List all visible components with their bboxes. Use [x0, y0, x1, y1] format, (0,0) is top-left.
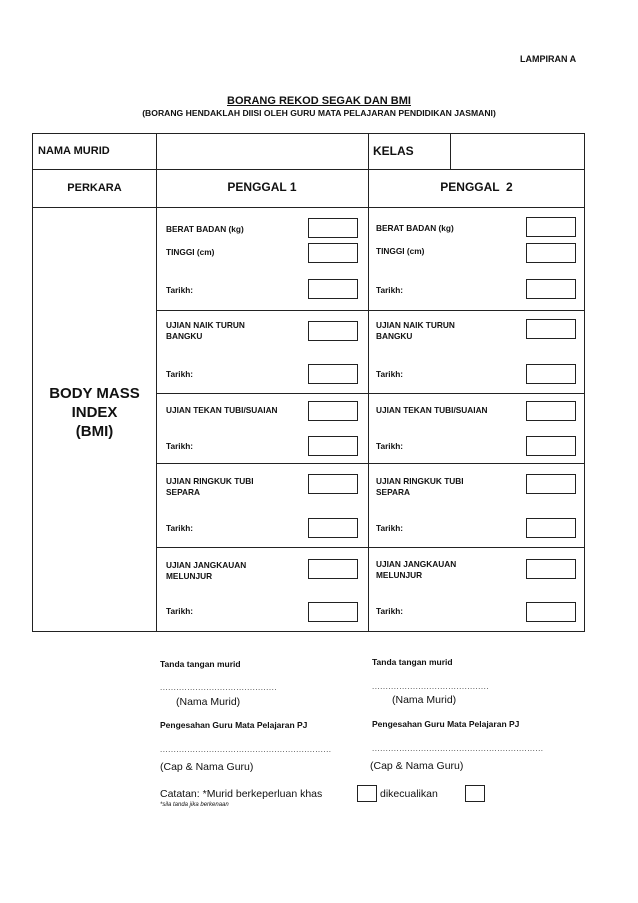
dikecualikan-text: dikecualikan	[380, 788, 438, 800]
p1-jangkauan-input[interactable]	[308, 559, 358, 579]
guru-signature-line-2[interactable]: ...............................................................	[372, 744, 544, 753]
p1-tekan-tubi-label: UJIAN TEKAN TUBI/SUAIAN	[166, 405, 278, 415]
section-divider	[156, 547, 585, 548]
guru-signature-line-1[interactable]: ...............................................................	[160, 745, 332, 754]
p2-tarikh-label: Tarikh:	[376, 285, 404, 295]
label-line: SEPARA	[166, 487, 200, 497]
label-line: UJIAN RINGKUK TUBI	[166, 476, 254, 486]
p1-tarikh-label: Tarikh:	[166, 441, 194, 451]
p1-ringkuk-input[interactable]	[308, 474, 358, 494]
label-line: UJIAN NAIK TURUN	[376, 320, 455, 330]
p1-berat-input[interactable]	[308, 218, 358, 238]
p2-ringkuk-input[interactable]	[526, 474, 576, 494]
pengesahan-label-2: Pengesahan Guru Mata Pelajaran PJ	[372, 719, 520, 729]
p2-berat-label: BERAT BADAN (kg)	[376, 223, 454, 233]
label-line: UJIAN RINGKUK TUBI	[376, 476, 464, 486]
p1-tinggi-label: TINGGI (cm)	[166, 247, 215, 257]
col-divider	[368, 133, 369, 632]
nama-murid-label: NAMA MURID	[38, 145, 110, 157]
p1-ringkuk-label	[166, 476, 254, 498]
penggal1-header: PENGGAL 1	[227, 180, 297, 194]
signature-line-2[interactable]: ...........................................	[372, 682, 490, 691]
kelas-label: KELAS	[373, 144, 414, 158]
p2-tarikh-input[interactable]	[526, 436, 576, 456]
bmi-line2: INDEX	[71, 404, 118, 421]
p2-tarikh-label: Tarikh:	[376, 441, 404, 451]
row-divider	[32, 207, 585, 208]
p1-tarikh-label: Tarikh:	[166, 523, 194, 533]
label-line: BANGKU	[166, 331, 203, 341]
tanda-tangan-label-2: Tanda tangan murid	[372, 657, 453, 667]
p2-jangkauan-input[interactable]	[526, 559, 576, 579]
lampiran-label: LAMPIRAN A	[520, 54, 577, 64]
p2-tarikh-input[interactable]	[526, 279, 576, 299]
p1-naik-turun-input[interactable]	[308, 321, 358, 341]
p1-tarikh-label: Tarikh:	[166, 369, 194, 379]
catatan-text: Catatan: *Murid berkeperluan khas	[160, 788, 323, 800]
p1-tarikh-input[interactable]	[308, 436, 358, 456]
tanda-tangan-label-1: Tanda tangan murid	[160, 659, 241, 669]
label-line: UJIAN NAIK TURUN	[166, 320, 245, 330]
p2-tarikh-label: Tarikh:	[376, 369, 404, 379]
p2-tekan-tubi-input[interactable]	[526, 401, 576, 421]
p2-tarikh-label: Tarikh:	[376, 523, 404, 533]
section-divider	[156, 393, 585, 394]
nama-murid-caption-1: (Nama Murid)	[176, 696, 241, 708]
col-divider	[156, 133, 157, 632]
p2-tarikh-input[interactable]	[526, 518, 576, 538]
dikecualikan-checkbox[interactable]	[465, 785, 485, 802]
p2-tarikh-label: Tarikh:	[376, 606, 404, 616]
p1-tarikh-input[interactable]	[308, 364, 358, 384]
p1-tinggi-input[interactable]	[308, 243, 358, 263]
p1-tarikh-input[interactable]	[308, 518, 358, 538]
p2-berat-input[interactable]	[526, 217, 576, 237]
label-line: UJIAN JANGKAUAN	[376, 559, 457, 569]
p1-tarikh-label: Tarikh:	[166, 285, 194, 295]
p2-naik-turun-input[interactable]	[526, 319, 576, 339]
cap-nama-caption-1: (Cap & Nama Guru)	[160, 761, 254, 773]
p1-tekan-tubi-input[interactable]	[308, 401, 358, 421]
p2-jangkauan-label	[376, 559, 456, 581]
p1-jangkauan-label	[166, 560, 246, 582]
p1-tarikh-input[interactable]	[308, 279, 358, 299]
nama-murid-caption-2: (Nama Murid)	[392, 694, 457, 706]
label-line: SEPARA	[376, 487, 410, 497]
khas-checkbox[interactable]	[357, 785, 377, 802]
p1-naik-turun-label	[166, 320, 245, 342]
bmi-label	[32, 384, 157, 441]
p2-tinggi-label: TINGGI (cm)	[376, 246, 425, 256]
col-divider	[450, 133, 451, 169]
p2-tarikh-input[interactable]	[526, 602, 576, 622]
form-title: BORANG REKOD SEGAK DAN BMI	[227, 95, 411, 107]
pengesahan-label-1: Pengesahan Guru Mata Pelajaran PJ	[160, 720, 308, 730]
bmi-line1: BODY MASS	[49, 385, 140, 402]
signature-line-1[interactable]: ...........................................	[160, 683, 278, 692]
bmi-line3: (BMI)	[75, 423, 114, 440]
row-divider	[32, 169, 585, 170]
label-line: MELUNJUR	[166, 571, 213, 581]
label-line: BANGKU	[376, 331, 413, 341]
p1-tarikh-input[interactable]	[308, 602, 358, 622]
p2-tinggi-input[interactable]	[526, 243, 576, 263]
perkara-label: PERKARA	[67, 182, 122, 194]
p1-tarikh-label: Tarikh:	[166, 606, 194, 616]
p2-naik-turun-label	[376, 320, 455, 342]
p2-tarikh-input[interactable]	[526, 364, 576, 384]
label-line: MELUNJUR	[376, 570, 423, 580]
p1-berat-label: BERAT BADAN (kg)	[166, 224, 244, 234]
p2-tekan-tubi-label: UJIAN TEKAN TUBI/SUAIAN	[376, 405, 488, 415]
section-divider	[156, 310, 585, 311]
penggal2-header: PENGGAL 2	[440, 180, 513, 194]
p2-ringkuk-label	[376, 476, 464, 498]
form-subtitle: (BORANG HENDAKLAH DIISI OLEH GURU MATA PELAJARAN PENDIDIKAN JASMANI)	[142, 108, 496, 118]
catatan-note: *sila tanda jika berkenaan	[160, 802, 229, 808]
section-divider	[156, 463, 585, 464]
cap-nama-caption-2: (Cap & Nama Guru)	[370, 760, 464, 772]
label-line: UJIAN JANGKAUAN	[166, 560, 247, 570]
